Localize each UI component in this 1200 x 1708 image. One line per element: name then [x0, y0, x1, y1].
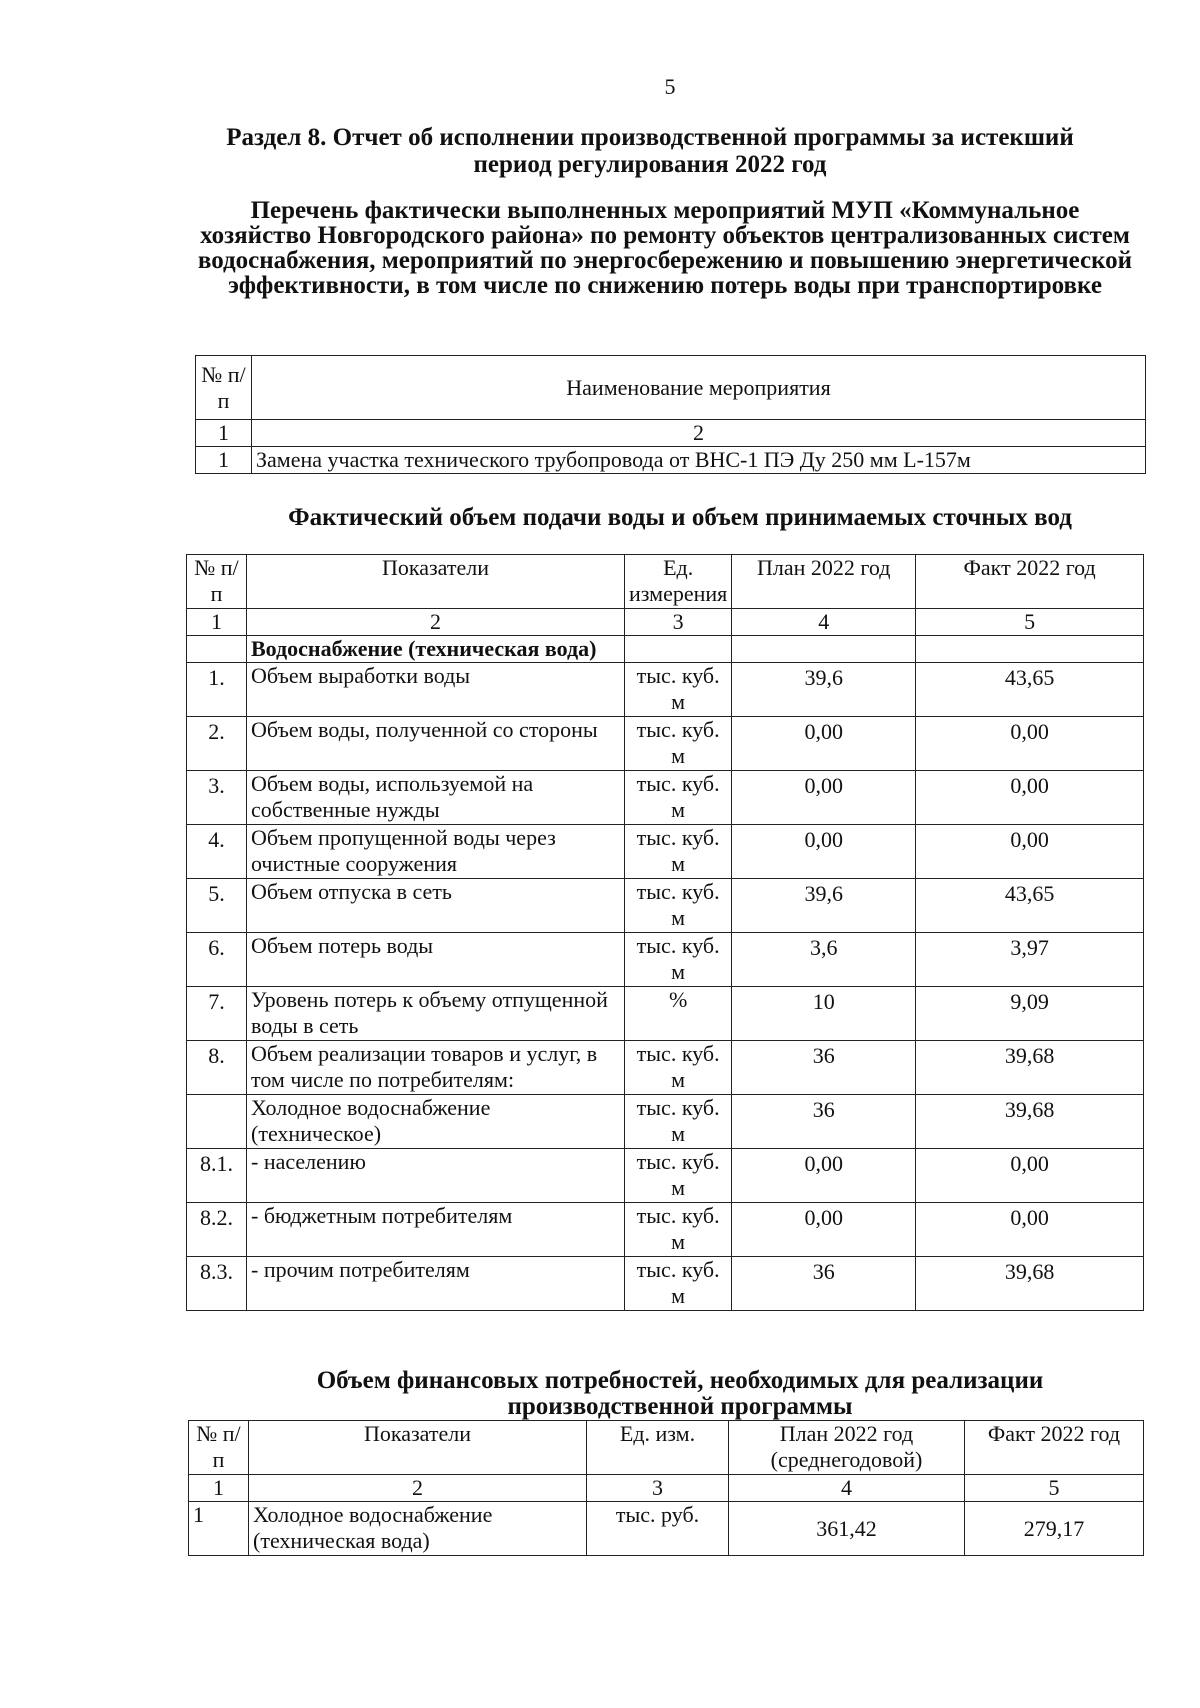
- col-number-cell: 3: [625, 609, 732, 636]
- row-fact-cell: 0,00: [916, 825, 1144, 879]
- row-num-cell: 8.1.: [187, 1149, 247, 1203]
- col-number-cell: 2: [249, 1475, 587, 1502]
- measures-table: [195, 355, 1146, 474]
- row-plan-cell: 0,00: [732, 717, 916, 771]
- row-plan-cell: 39,6: [732, 663, 916, 717]
- col-number-cell: 2: [247, 609, 625, 636]
- row-fact-cell: 3,97: [916, 933, 1144, 987]
- row-unit-cell: тыс. куб. м: [625, 825, 732, 879]
- row-name-cell: Объем воды, используемой на собственные нужды: [247, 771, 625, 825]
- table-row: [187, 1149, 1144, 1203]
- finance-table: [188, 1420, 1144, 1556]
- row-num-cell: 8.: [187, 1041, 247, 1095]
- measures-list-title: Перечень фактически выполненных мероприятий МУП «Коммунальное хозяйство Новгородского района» по ремонту объектов централизованных систем водоснабжения, мероприятий по энергосбережению и повышению энергетической эффективности, в том числе по снижению потерь воды при транспортировке: [197, 197, 1133, 299]
- col-number-cell: 5: [916, 609, 1144, 636]
- row-name-cell: Объем пропущенной воды через очистные сооружения: [247, 825, 625, 879]
- col-number-cell: 4: [729, 1475, 965, 1502]
- col-number-cell: 1: [187, 609, 247, 636]
- table-row: [187, 663, 1144, 717]
- row-unit-cell: тыс. куб. м: [625, 717, 732, 771]
- row-name-cell: Холодное водоснабжение (техническая вода): [249, 1502, 587, 1556]
- row-name-cell: Уровень потерь к объему отпущенной воды в сеть: [247, 987, 625, 1041]
- table-header-row: [187, 555, 1144, 609]
- section-empty-cell: [187, 636, 247, 663]
- header-cell-indicator: Показатели: [249, 1421, 587, 1475]
- table-header-row: [196, 356, 1146, 420]
- header-cell-indicator: Показатели: [247, 555, 625, 609]
- row-num-cell: 4.: [187, 825, 247, 879]
- row-unit-cell: тыс. куб. м: [625, 1203, 732, 1257]
- row-plan-cell: 0,00: [732, 771, 916, 825]
- table-row: [189, 1502, 1144, 1556]
- row-unit-cell: тыс. куб. м: [625, 1095, 732, 1149]
- header-cell-plan: План 2022 год: [732, 555, 916, 609]
- row-num-cell: 7.: [187, 987, 247, 1041]
- row-name-cell: Объем выработки воды: [247, 663, 625, 717]
- row-plan-cell: 3,6: [732, 933, 916, 987]
- row-fact-cell: 9,09: [916, 987, 1144, 1041]
- row-fact-cell: 0,00: [916, 1203, 1144, 1257]
- row-fact-cell: 0,00: [916, 1149, 1144, 1203]
- row-plan-cell: 0,00: [732, 825, 916, 879]
- row-plan-cell: 0,00: [732, 1203, 916, 1257]
- row-plan-cell: 36: [732, 1041, 916, 1095]
- header-cell-num: № п/п: [189, 1421, 249, 1475]
- table-row: [187, 987, 1144, 1041]
- table-row: [187, 1257, 1144, 1311]
- row-num-cell: 8.2.: [187, 1203, 247, 1257]
- col-number-cell: 1: [189, 1475, 249, 1502]
- row-plan-cell: 39,6: [732, 879, 916, 933]
- row-num-cell: 2.: [187, 717, 247, 771]
- row-unit-cell: тыс. куб. м: [625, 1041, 732, 1095]
- table-row: [187, 717, 1144, 771]
- row-num-cell: 1.: [187, 663, 247, 717]
- row-plan-cell: 36: [732, 1095, 916, 1149]
- section-empty-cell: [916, 636, 1144, 663]
- row-name-cell: Замена участка технического трубопровода от ВНС-1 ПЭ Ду 250 мм L-157м: [252, 447, 1146, 474]
- section-empty-cell: [625, 636, 732, 663]
- table-row: [187, 1095, 1144, 1149]
- row-plan-cell: 0,00: [732, 1149, 916, 1203]
- header-cell-unit: Ед. изм.: [587, 1421, 729, 1475]
- row-plan-cell: 36: [732, 1257, 916, 1311]
- table-row: [187, 771, 1144, 825]
- row-num-cell: 1: [189, 1502, 249, 1556]
- table-row: [187, 933, 1144, 987]
- col-number-cell: 1: [196, 420, 252, 447]
- row-fact-cell: 43,65: [916, 879, 1144, 933]
- col-number-cell: 3: [587, 1475, 729, 1502]
- row-fact-cell: 43,65: [916, 663, 1144, 717]
- row-name-cell: - населению: [247, 1149, 625, 1203]
- column-number-row: [187, 609, 1144, 636]
- table-row: [187, 1203, 1144, 1257]
- table-row: [187, 879, 1144, 933]
- table-header-row: [189, 1421, 1144, 1475]
- page-number: 5: [664, 74, 676, 99]
- row-name-cell: Объем воды, полученной со стороны: [247, 717, 625, 771]
- row-name-cell: - прочим потребителям: [247, 1257, 625, 1311]
- header-cell-num: № п/п: [187, 555, 247, 609]
- row-fact-cell: 279,17: [965, 1502, 1144, 1556]
- row-fact-cell: 0,00: [916, 771, 1144, 825]
- section-label: Водоснабжение (техническая вода): [247, 636, 625, 663]
- row-unit-cell: тыс. куб. м: [625, 933, 732, 987]
- row-num-cell: 3.: [187, 771, 247, 825]
- row-unit-cell: тыс. куб. м: [625, 771, 732, 825]
- row-unit-cell: тыс. куб. м: [625, 1149, 732, 1203]
- row-num-cell: [187, 1095, 247, 1149]
- section-row: [187, 636, 1144, 663]
- col-number-cell: 2: [252, 420, 1146, 447]
- row-fact-cell: 39,68: [916, 1095, 1144, 1149]
- row-name-cell: Объем потерь воды: [247, 933, 625, 987]
- column-number-row: [189, 1475, 1144, 1502]
- header-cell-plan: План 2022 год (среднегодовой): [729, 1421, 965, 1475]
- row-unit-cell: тыс. куб. м: [625, 879, 732, 933]
- column-number-row: [196, 420, 1146, 447]
- section-empty-cell: [732, 636, 916, 663]
- section-title: Раздел 8. Отчет об исполнении производственной программы за истекший период регулирования 2022 год: [226, 124, 1074, 178]
- row-name-cell: - бюджетным потребителям: [247, 1203, 625, 1257]
- row-unit-cell: тыс. руб.: [587, 1502, 729, 1556]
- table-row: [187, 1041, 1144, 1095]
- row-num-cell: 8.3.: [187, 1257, 247, 1311]
- row-unit-cell: тыс. куб. м: [625, 663, 732, 717]
- row-name-cell: Объем отпуска в сеть: [247, 879, 625, 933]
- col-number-cell: 4: [732, 609, 916, 636]
- volume-table: [186, 554, 1144, 1311]
- row-plan-cell: 10: [732, 987, 916, 1041]
- row-unit-cell: %: [625, 987, 732, 1041]
- col-number-cell: 5: [965, 1475, 1144, 1502]
- row-fact-cell: 0,00: [916, 717, 1144, 771]
- table-row: [196, 447, 1146, 474]
- header-cell-name: Наименование мероприятия: [252, 356, 1146, 420]
- header-cell-num: № п/п: [196, 356, 252, 420]
- header-cell-fact: Факт 2022 год: [965, 1421, 1144, 1475]
- row-name-cell: Объем реализации товаров и услуг, в том числе по потребителям:: [247, 1041, 625, 1095]
- header-cell-unit: Ед. измерения: [625, 555, 732, 609]
- row-unit-cell: тыс. куб. м: [625, 1257, 732, 1311]
- volume-rows: [187, 663, 1144, 1311]
- finance-title: Объем финансовых потребностей, необходимых для реализации производственной программы: [316, 1367, 1044, 1420]
- volume-title: Фактический объем подачи воды и объем принимаемых сточных вод: [288, 504, 1072, 531]
- row-fact-cell: 39,68: [916, 1257, 1144, 1311]
- table-row: [187, 825, 1144, 879]
- row-plan-cell: 361,42: [729, 1502, 965, 1556]
- row-num-cell: 6.: [187, 933, 247, 987]
- header-cell-fact: Факт 2022 год: [916, 555, 1144, 609]
- row-num-cell: 1: [196, 447, 252, 474]
- row-fact-cell: 39,68: [916, 1041, 1144, 1095]
- row-num-cell: 5.: [187, 879, 247, 933]
- row-name-cell: Холодное водоснабжение (техническое): [247, 1095, 625, 1149]
